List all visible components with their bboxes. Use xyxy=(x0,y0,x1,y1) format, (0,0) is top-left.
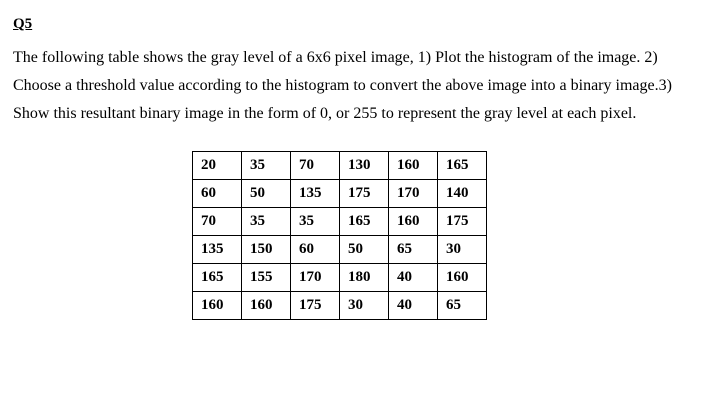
question-text xyxy=(13,44,710,128)
gray-level-cell: 160 xyxy=(389,152,438,180)
gray-level-cell: 160 xyxy=(242,292,291,320)
gray-level-cell: 160 xyxy=(193,292,242,320)
gray-level-cell: 35 xyxy=(291,208,340,236)
question-text-line: Choose a threshold value according to the histogram to convert the above image into a binary image.3) xyxy=(13,77,672,94)
gray-level-cell: 70 xyxy=(193,208,242,236)
gray-level-cell: 165 xyxy=(438,152,487,180)
gray-level-cell: 60 xyxy=(291,236,340,264)
question-text-line: The following table shows the gray level of a 6x6 pixel image, 1) Plot the histogram of the image. 2) xyxy=(13,49,658,66)
gray-level-cell: 50 xyxy=(242,180,291,208)
gray-level-cell: 165 xyxy=(193,264,242,292)
gray-level-cell: 60 xyxy=(193,180,242,208)
gray-level-cell: 135 xyxy=(193,236,242,264)
gray-level-cell: 70 xyxy=(291,152,340,180)
question-text-line: Show this resultant binary image in the form of 0, or 255 to represent the gray level at each pixel. xyxy=(13,105,637,122)
gray-level-cell: 65 xyxy=(389,236,438,264)
gray-level-cell: 175 xyxy=(438,208,487,236)
gray-level-cell: 35 xyxy=(242,208,291,236)
gray-level-cell: 165 xyxy=(340,208,389,236)
gray-level-cell: 180 xyxy=(340,264,389,292)
table-row xyxy=(193,236,487,264)
table-row xyxy=(193,180,487,208)
gray-level-cell: 35 xyxy=(242,152,291,180)
table-row xyxy=(193,264,487,292)
gray-level-cell: 135 xyxy=(291,180,340,208)
gray-level-cell: 160 xyxy=(438,264,487,292)
table-row xyxy=(193,208,487,236)
gray-level-cell: 65 xyxy=(438,292,487,320)
question-heading: Q5 xyxy=(13,16,33,32)
gray-level-cell: 170 xyxy=(291,264,340,292)
gray-level-cell: 175 xyxy=(291,292,340,320)
gray-level-cell: 155 xyxy=(242,264,291,292)
table-row xyxy=(193,152,487,180)
gray-level-cell: 30 xyxy=(438,236,487,264)
gray-level-table xyxy=(192,151,487,320)
gray-level-cell: 30 xyxy=(340,292,389,320)
gray-level-cell: 175 xyxy=(340,180,389,208)
gray-level-cell: 160 xyxy=(389,208,438,236)
gray-level-cell: 130 xyxy=(340,152,389,180)
gray-level-cell: 170 xyxy=(389,180,438,208)
gray-level-cell: 20 xyxy=(193,152,242,180)
gray-level-cell: 50 xyxy=(340,236,389,264)
gray-level-cell: 150 xyxy=(242,236,291,264)
gray-level-cell: 40 xyxy=(389,264,438,292)
gray-level-cell: 140 xyxy=(438,180,487,208)
gray-level-table-body xyxy=(193,152,487,320)
table-row xyxy=(193,292,487,320)
gray-level-cell: 40 xyxy=(389,292,438,320)
